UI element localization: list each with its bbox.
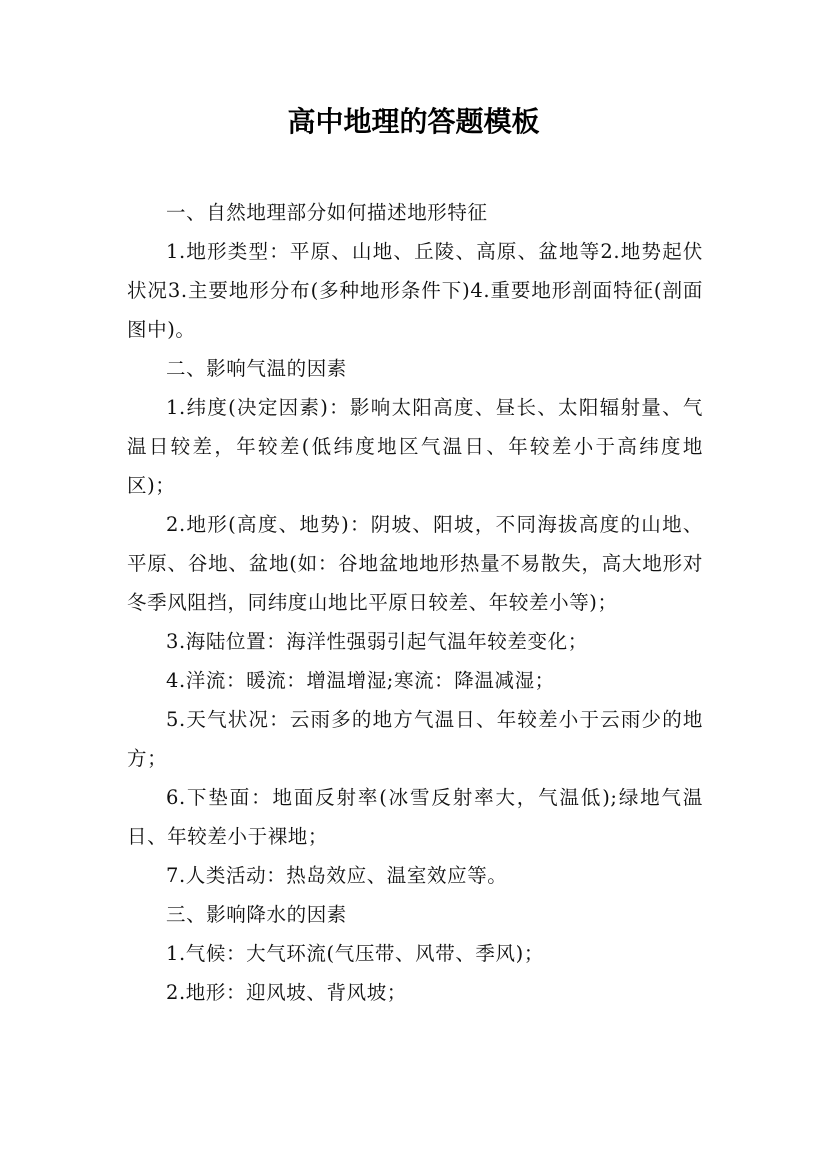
section-heading: 一、自然地理部分如何描述地形特征 xyxy=(166,201,488,224)
body-paragraph: 6.下垫面：地面反射率(冰雪反射率大，气温低);绿地气温日、年较差小于裸地； xyxy=(127,786,703,848)
section-heading: 三、影响降水的因素 xyxy=(166,903,347,926)
document-body xyxy=(127,193,703,1012)
body-paragraph: 5.天气状况：云雨多的地方气温日、年较差小于云雨少的地方； xyxy=(127,708,703,770)
body-paragraph: 1.地形类型：平原、山地、丘陵、高原、盆地等2.地势起伏状况3.主要地形分布(多种地形条件下)4.重要地形剖面特征(剖面图中)。 xyxy=(127,240,703,341)
document-title: 高中地理的答题模板 xyxy=(287,105,540,138)
body-paragraph: 7.人类活动：热岛效应、温室效应等。 xyxy=(166,864,508,887)
section-heading: 二、影响气温的因素 xyxy=(166,357,347,380)
body-paragraph: 3.海陆位置：海洋性强弱引起气温年较差变化； xyxy=(166,630,588,653)
body-paragraph: 1.气候：大气环流(气压带、风带、季风)； xyxy=(166,942,544,965)
body-paragraph: 1.纬度(决定因素)：影响太阳高度、昼长、太阳辐射量、气温日较差，年较差(低纬度地区气温日、年较差小于高纬度地区)； xyxy=(127,396,703,497)
body-paragraph: 2.地形(高度、地势)：阴坡、阳坡，不同海拔高度的山地、平原、谷地、盆地(如：谷地盆地地形热量不易散失，高大地形对冬季风阻挡，同纬度山地比平原日较差、年较差小等)； xyxy=(127,513,703,614)
body-paragraph: 2.地形：迎风坡、背风坡； xyxy=(166,981,407,1004)
body-paragraph: 4.洋流：暖流：增温增湿;寒流：降温减湿； xyxy=(166,669,555,692)
